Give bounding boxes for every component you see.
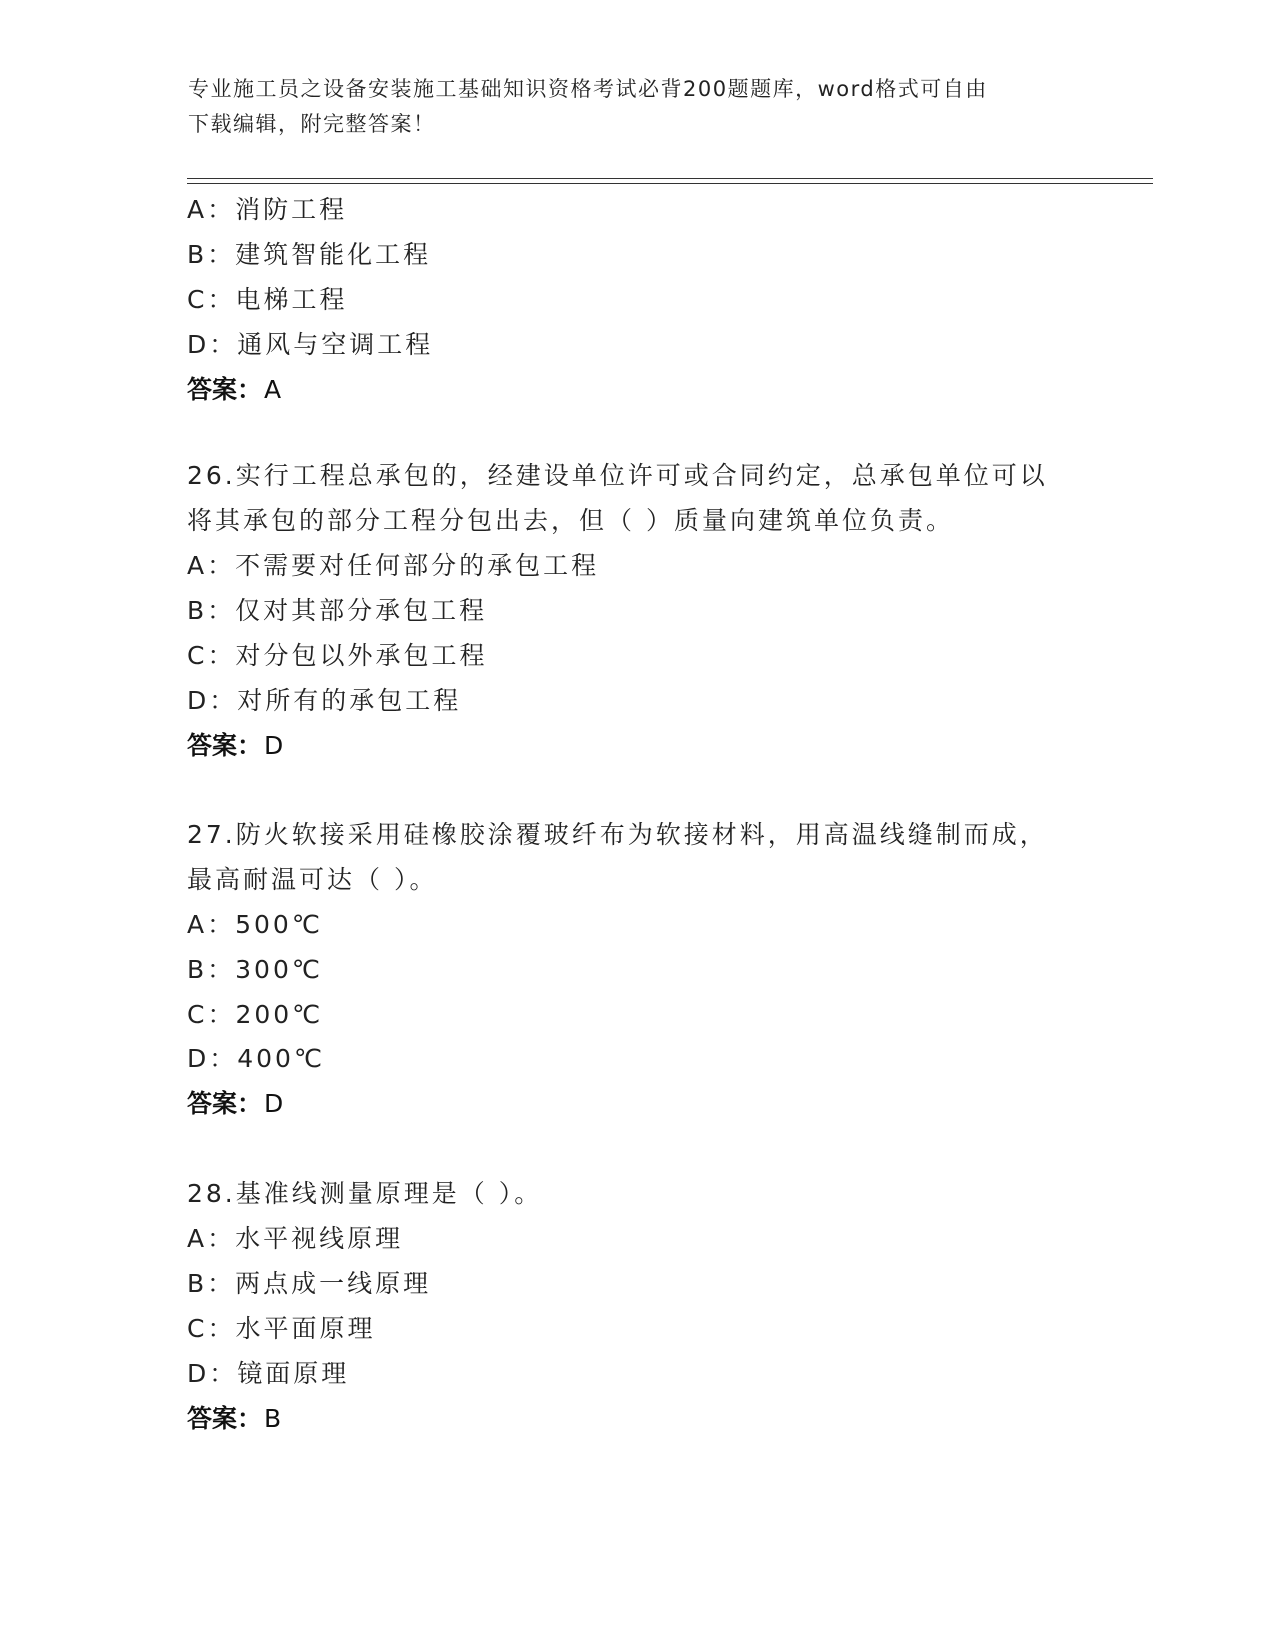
answer-label: 答案： [187, 1089, 263, 1118]
header-line-2: 下载编辑，附完整答案！ [188, 112, 436, 136]
q25-option-d: D：通风与空调工程 [187, 330, 434, 359]
q26-stem-line-1: 26.实行工程总承包的，经建设单位许可或合同约定，总承包单位可以 [187, 461, 1048, 490]
q28-option-d: D：镜面原理 [187, 1359, 350, 1388]
header-divider-bottom [187, 183, 1153, 184]
answer-value: D [264, 1089, 284, 1118]
q27-stem-line-2: 最高耐温可达（ ）。 [187, 865, 438, 894]
q26-option-b: B：仅对其部分承包工程 [187, 596, 488, 625]
q27-option-d: D：400℃ [187, 1044, 326, 1073]
q28-stem-line-1: 28.基准线测量原理是（ ）。 [187, 1179, 543, 1208]
q25-answer [187, 375, 281, 405]
q26-answer [187, 731, 283, 761]
q28-option-a: A：水平视线原理 [187, 1224, 404, 1253]
answer-value: A [264, 375, 282, 404]
q25-option-c: C：电梯工程 [187, 285, 348, 314]
answer-value: D [264, 731, 284, 760]
q27-stem-line-1: 27.防火软接采用硅橡胶涂覆玻纤布为软接材料，用高温线缝制而成， [187, 820, 1048, 849]
header-line-1: 专业施工员之设备安装施工基础知识资格考试必背200题题库，word格式可自由 [188, 77, 988, 101]
answer-value: B [264, 1404, 282, 1433]
q28-option-c: C：水平面原理 [187, 1314, 376, 1343]
q27-option-a: A：500℃ [187, 910, 323, 939]
q26-stem-line-2: 将其承包的部分工程分包出去，但（ ）质量向建筑单位负责。 [187, 506, 954, 535]
q28-option-b: B：两点成一线原理 [187, 1269, 432, 1298]
q27-option-b: B：300℃ [187, 955, 323, 984]
q26-option-a: A：不需要对任何部分的承包工程 [187, 551, 600, 580]
answer-label: 答案： [187, 1404, 263, 1433]
q26-option-c: C：对分包以外承包工程 [187, 641, 488, 670]
q28-answer [187, 1404, 281, 1434]
q25-option-a: A：消防工程 [187, 195, 348, 224]
answer-label: 答案： [187, 731, 263, 760]
q25-option-b: B：建筑智能化工程 [187, 240, 432, 269]
answer-label: 答案： [187, 375, 263, 404]
q26-option-d: D：对所有的承包工程 [187, 686, 462, 715]
q27-answer [187, 1089, 283, 1119]
q27-option-c: C：200℃ [187, 1000, 324, 1029]
header-divider-top [187, 178, 1153, 179]
document-header [188, 72, 1088, 142]
